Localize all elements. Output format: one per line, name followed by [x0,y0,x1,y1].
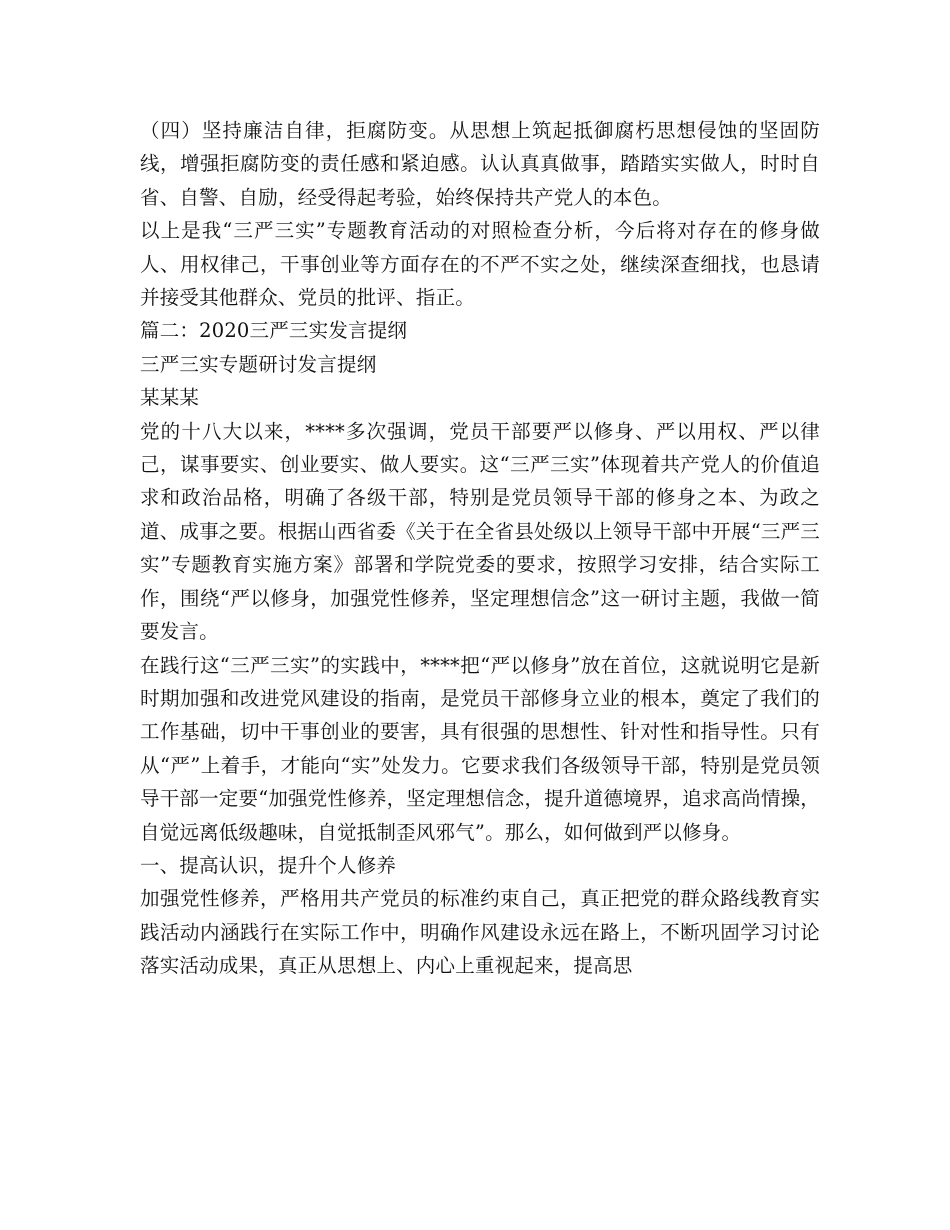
document-body [140,114,820,983]
author-name: 某某某 [140,386,200,410]
paragraph-party-spirit: 加强党性修养，严格用共产党员的标准约束自己，真正把党的群众路线教育实践活动内涵践行在实际工作中，明确作风建设永远在路上，不断巩固学习讨论落实活动成果，真正从思想上、内心上重视起来，提高思 [140,887,820,978]
paragraph-practice: 在践行这“三严三实”的实践中，****把“严以修身”放在首位，这就说明它是新时期加强和改进党风建设的指南，是党员干部修身立业的根本，奠定了我们的工作基础，切中干事创业的要害，具有很强的思想性、针对性和指导性。只有从“严”上着手，才能向“实”处发力。它要求我们各级领导干部，特别是党员领导干部一定要“加强党性修养，坚定理想信念，提升道德境界，追求高尚情操，自觉远离低级趣味，自觉抵制歪风邪气”。那么，如何做到严以修身。 [140,653,820,844]
subheading-point-one: 一、提高认识，提升个人修养 [140,853,397,877]
section-heading-part-two: 篇二：2020三严三实发言提纲 [140,319,408,343]
paragraph-integrity-self-discipline: （四）坚持廉洁自律，拒腐防变。从思想上筑起抵御腐朽思想侵蚀的坚固防线，增强拒腐防变的责任感和紧迫感。认认真真做事，踏踏实实做人，时时自省、自警、自励，经受得起考验，始终保持共产党人的本色。 [140,119,820,209]
paragraph-conclusion: 以上是我“三严三实”专题教育活动的对照检查分析，今后将对存在的修身做人、用权律己，干事创业等方面存在的不严不实之处，继续深查细找，也恳请并接受其他群众、党员的批评、指正。 [140,219,820,310]
document-title: 三严三实专题研讨发言提纲 [140,352,377,376]
paragraph-introduction: 党的十八大以来，****多次强调，党员干部要严以修身、严以用权、严以律己，谋事要实、创业要实、做人要实。这“三严三实”体现着共产党人的价值追求和政治品格，明确了各级干部，特别是党员领导干部的修身之本、为政之道、成事之要。根据山西省委《关于在全省县处级以上领导干部中开展“三严三实”专题教育实施方案》部署和学院党委的要求，按照学习安排，结合实际工作，围绕“严以修身，加强党性修养，坚定理想信念”这一研讨主题，我做一简要发言。 [140,419,820,644]
